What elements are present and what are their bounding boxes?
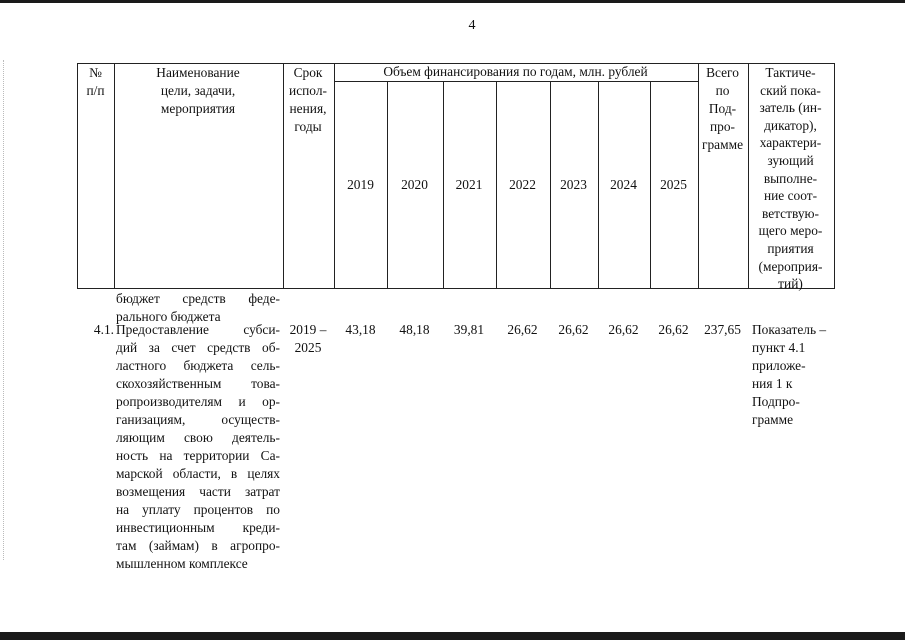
row-name: Предоставление субси- дий за счет средств об- ластного бюджета сель- скохозяйственным това- ропроизводителям и ор- ганизациям, осуществ- ляющим свою деятель- ность на территории Са- марской области, в целях возмещения части затрат на уплату процентов по инвестиционным креди- там (займам) в агропро- мышленном комплексе [116, 322, 280, 571]
value-2019: 43,18 [345, 322, 376, 337]
scan-margin [3, 60, 5, 560]
value-2021: 39,81 [453, 322, 485, 337]
year-2020: 2020 [401, 177, 428, 192]
top-border [0, 0, 905, 3]
header-name: Наименование цели, задачи, мероприятия [156, 65, 240, 116]
row-term: 2019 – 2025 [289, 322, 327, 355]
header-funding: Объем финансирования по годам, млн. рублей [383, 64, 648, 79]
value-2023: 26,62 [558, 322, 589, 337]
year-2024: 2024 [610, 177, 637, 192]
value-2020: 48,18 [399, 322, 430, 337]
value-total: 237,65 [704, 322, 741, 337]
value-2022: 26,62 [507, 322, 538, 337]
bottom-border [0, 632, 905, 640]
header-indicator: Тактиче- ский пока- затель (ин- дикатор), характери- зующий выполне- ние соот- ветствую- щего меро- приятия (мероприя- тий) [758, 65, 823, 292]
continuation-text: бюджет средств феде- рального бюджета [116, 291, 280, 324]
page-number: 4 [468, 18, 476, 33]
row-number: 4.1. [93, 322, 114, 337]
year-2025: 2025 [660, 177, 687, 192]
header-number: № п/п [86, 65, 105, 98]
value-2025: 26,62 [658, 322, 689, 337]
row-indicator: Показатель – пункт 4.1 приложе- ния 1 к Подпро- грамме [752, 322, 827, 427]
year-2023: 2023 [560, 177, 587, 192]
header-term: Срок испол- нения, годы [289, 65, 327, 134]
value-2024: 26,62 [608, 322, 639, 337]
year-2022: 2022 [509, 177, 536, 192]
year-2019: 2019 [347, 177, 374, 192]
header-total: Всего по Под- про- грамме [701, 65, 744, 152]
year-2021: 2021 [455, 177, 483, 192]
